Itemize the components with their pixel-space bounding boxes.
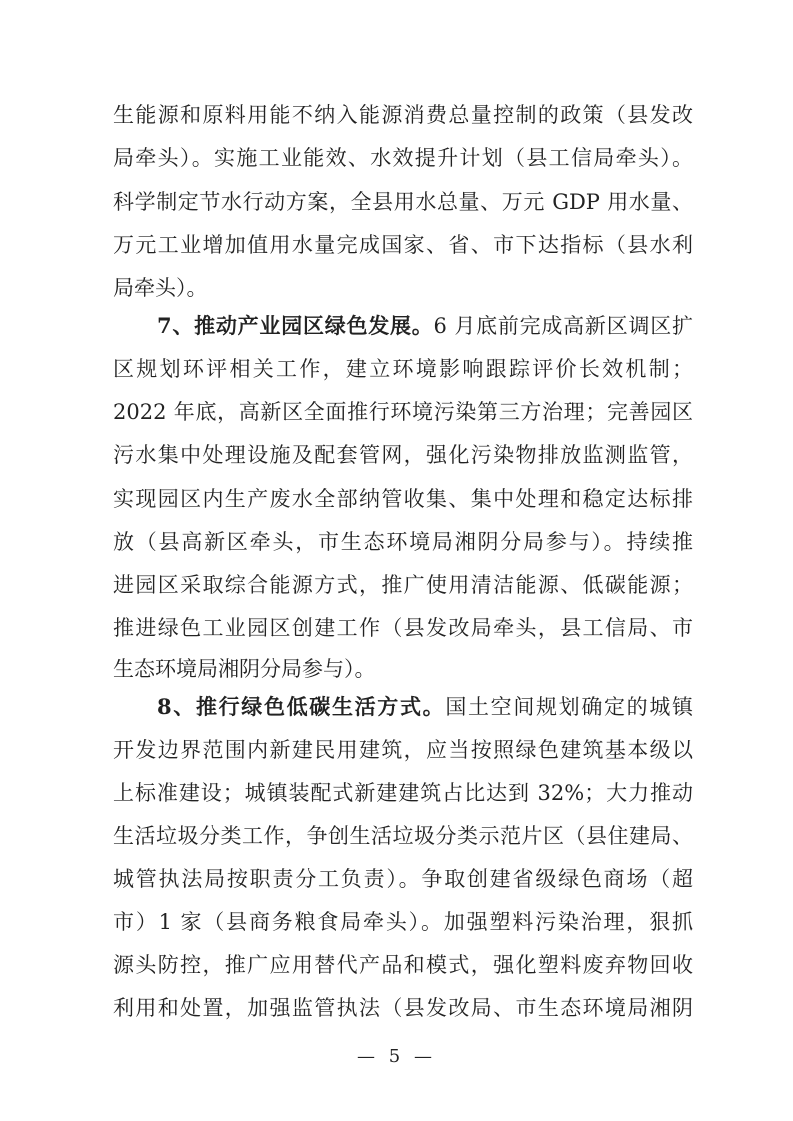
paragraph-line: 进园区采取综合能源方式，推广使用清洁能源、低碳能源；: [113, 573, 693, 597]
section-7-first-line: [157, 308, 693, 344]
section-7-text: 6 月底前完成高新区调区扩: [433, 314, 693, 338]
paragraph-line: 实现园区内生产废水全部纳管收集、集中处理和稳定达标排: [113, 487, 693, 511]
paragraph-line: 科学制定节水行动方案，全县用水总量、万元 GDP 用水量、: [113, 190, 693, 214]
section-8-first-line: [157, 689, 693, 725]
paragraph-line: 局牵头）。: [113, 276, 208, 300]
section-8-heading: 8、推行绿色低碳生活方式。: [157, 694, 446, 719]
paragraph-line: 市）1 家（县商务粮食局牵头）。加强塑料污染治理，狠抓: [113, 910, 693, 934]
paragraph-line: 利用和处置，加强监管执法（县发改局、市生态环境局湘阴: [113, 996, 693, 1020]
paragraph-line: 开发边界范围内新建民用建筑，应当按照绿色建筑基本级以: [113, 738, 693, 762]
paragraph-line: 上标准建设；城镇装配式新建建筑占比达到 32%；大力推动: [113, 781, 693, 805]
paragraph-line: 生能源和原料用能不纳入能源消费总量控制的政策（县发改: [113, 103, 693, 127]
section-8-text: 国土空间规划确定的城镇: [445, 695, 693, 719]
paragraph-line: 城管执法局按职责分工负责）。争取创建省级绿色商场（超: [113, 867, 693, 891]
paragraph-line: 局牵头）。实施工业能效、水效提升计划（县工信局牵头）。: [113, 146, 693, 170]
paragraph-line: 区规划环评相关工作，建立环境影响跟踪评价长效机制；: [113, 357, 693, 381]
paragraph-line: 推进绿色工业园区创建工作（县发改局牵头，县工信局、市: [113, 616, 693, 640]
section-7-heading: 7、推动产业园区绿色发展。: [157, 313, 434, 338]
paragraph-line: 万元工业增加值用水量完成国家、省、市下达指标（县水利: [113, 233, 693, 257]
paragraph-line: 生态环境局湘阴分局参与）。: [113, 657, 376, 681]
paragraph-line: 源头防控，推广应用替代产品和模式，强化塑料废弃物回收: [113, 953, 693, 977]
paragraph-line: 放（县高新区牵头，市生态环境局湘阴分局参与）。持续推: [113, 530, 693, 554]
paragraph-line: 2022 年底，高新区全面推行环境污染第三方治理；完善园区: [113, 400, 693, 424]
paragraph-line: 生活垃圾分类工作，争创生活垃圾分类示范片区（县住建局、: [113, 824, 693, 848]
page-number: — 5 —: [357, 1046, 436, 1067]
paragraph-line: 污水集中处理设施及配套管网，强化污染物排放监测监管，: [113, 443, 693, 467]
